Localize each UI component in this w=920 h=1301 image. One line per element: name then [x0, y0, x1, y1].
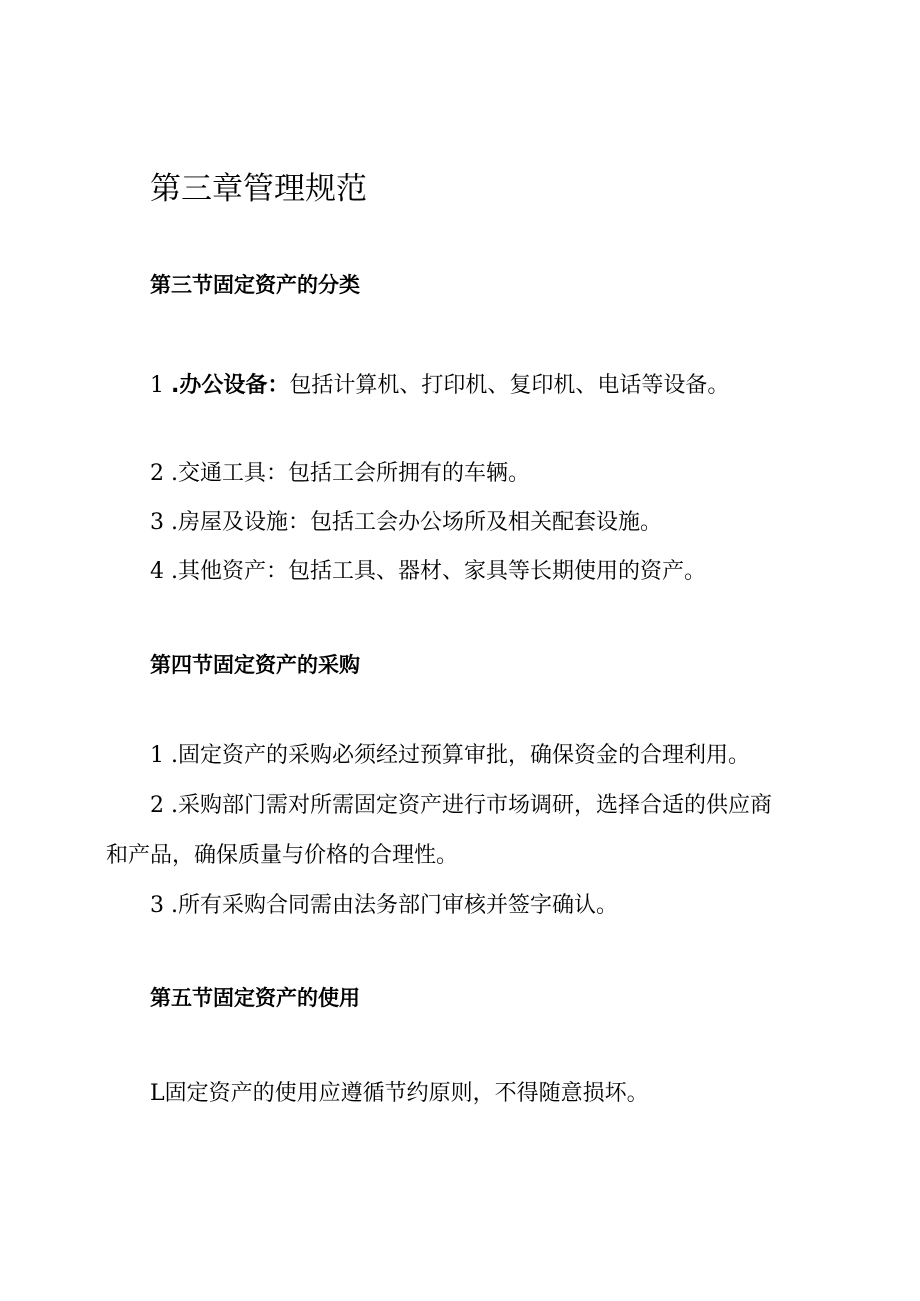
item-number: 2	[150, 461, 164, 486]
section-5-title: 第五节固定资产的使用	[150, 986, 360, 1010]
item-number: 2	[150, 793, 164, 818]
item-text: .所有采购合同需由法务部门审核并签字确认。	[171, 893, 618, 918]
section-3-title: 第三节固定资产的分类	[150, 273, 360, 297]
item-text: .采购部门需对所需固定资产进行市场调研，选择合适的供应商	[171, 793, 772, 818]
section-3-item-3	[150, 512, 662, 534]
item-text: .其他资产：包括工具、器材、家具等长期使用的资产。	[171, 559, 706, 584]
section-4-item-3	[150, 895, 618, 917]
item-text: .交通工具：包括工会所拥有的车辆。	[171, 461, 530, 486]
section-3-item-4	[150, 561, 706, 583]
section-5-item-1: L固定资产的使用应遵循节约原则，不得随意损坏。	[150, 1081, 649, 1106]
chapter-title: 第三章管理规范	[150, 171, 367, 207]
item-number: 1	[150, 373, 164, 398]
section-4-item-1	[150, 745, 750, 767]
item-number: 1	[150, 743, 164, 768]
item-text: .固定资产的采购必须经过预算审批，确保资金的合理利用。	[171, 743, 750, 768]
section-4-title: 第四节固定资产的采购	[150, 653, 360, 677]
item-label: .办公设备：	[171, 373, 290, 398]
item-text: .房屋及设施：包括工会办公场所及相关配套设施。	[171, 510, 662, 535]
section-4-item-2	[150, 795, 772, 817]
section-3-item-2	[150, 463, 530, 485]
section-3-item-1	[150, 375, 729, 397]
item-number: 3	[150, 510, 164, 535]
item-number: 4	[150, 559, 164, 584]
item-text: 包括计算机、打印机、复印机、电话等设备。	[289, 373, 730, 398]
section-4-item-2-continuation: 和产品，确保质量与价格的合理性。	[106, 843, 459, 868]
item-number: 3	[150, 893, 164, 918]
